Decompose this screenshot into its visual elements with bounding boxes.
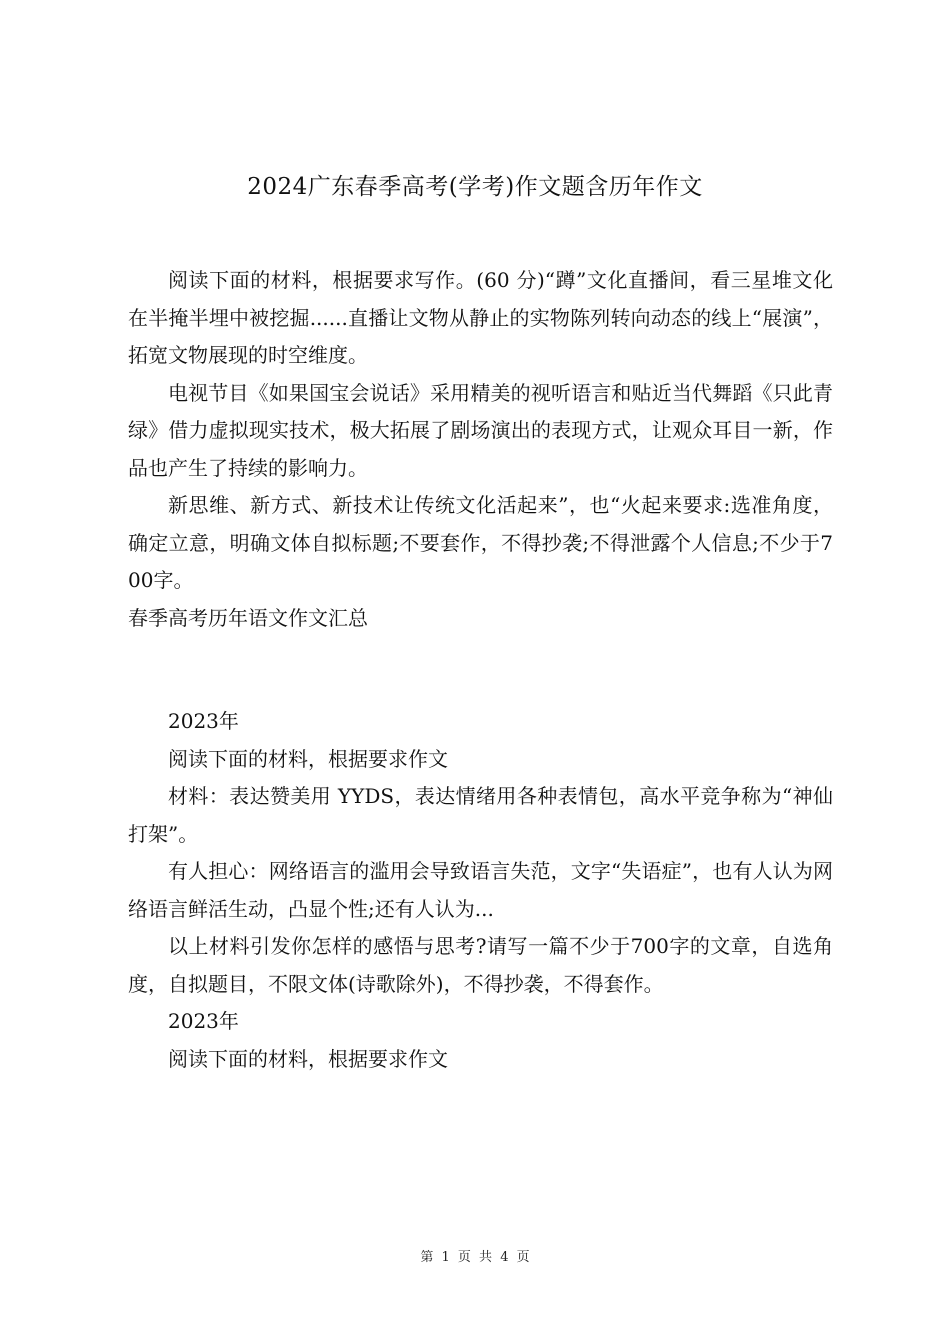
year-heading: 2023年 bbox=[168, 1009, 239, 1033]
paragraph: 阅读下面的材料，根据要求写作。(60 分)“蹲”文化直播间，看三星堆文化在半掩半埋中被挖掘......直播让文物从静止的实物陈列转向动态的线上“展演”，拓宽文物展现的时空维度。 bbox=[128, 268, 833, 367]
paragraph: 阅读下面的材料，根据要求作文 bbox=[168, 746, 448, 771]
paragraph: 电视节目《如果国宝会说话》采用精美的视听语言和贴近当代舞蹈《只此青绿》借力虚拟现实技术，极大拓展了剧场演出的表现方式，让观众耳目一新，作品也产生了持续的影响力。 bbox=[128, 380, 833, 480]
section-gap bbox=[128, 637, 833, 703]
document-title: 2024广东春季高考(学考)作文题含历年作文 bbox=[247, 174, 703, 200]
paragraph: 新思维、新方式、新技术让传统文化活起来”，也“火起来要求:选准角度，确定立意，明确文体自拟标题;不要套作，不得抄袭;不得泄露个人信息;不少于700字。 bbox=[128, 493, 833, 592]
paragraph: 以上材料引发你怎样的感悟与思考?请写一篇不少于700字的文章，自选角度，自拟题目，不限文体(诗歌除外)，不得抄袭，不得套作。 bbox=[128, 934, 833, 996]
paragraph: 有人担心：网络语言的滥用会导致语言失范，文字“失语症”，也有人认为网络语言鲜活生动，凸显个性;还有人认为... bbox=[128, 859, 833, 921]
paragraph: 阅读下面的材料，根据要求作文 bbox=[168, 1046, 448, 1071]
year-heading: 2023年 bbox=[168, 709, 239, 733]
document-body bbox=[128, 262, 833, 1078]
page-footer: 第 1 页 共 4 页 bbox=[420, 1250, 530, 1265]
paragraph: 材料：表达赞美用 YYDS，表达情绪用各种表情包，高水平竞争称为“神仙打架”。 bbox=[128, 784, 833, 846]
summary-heading: 春季高考历年语文作文汇总 bbox=[128, 605, 368, 630]
